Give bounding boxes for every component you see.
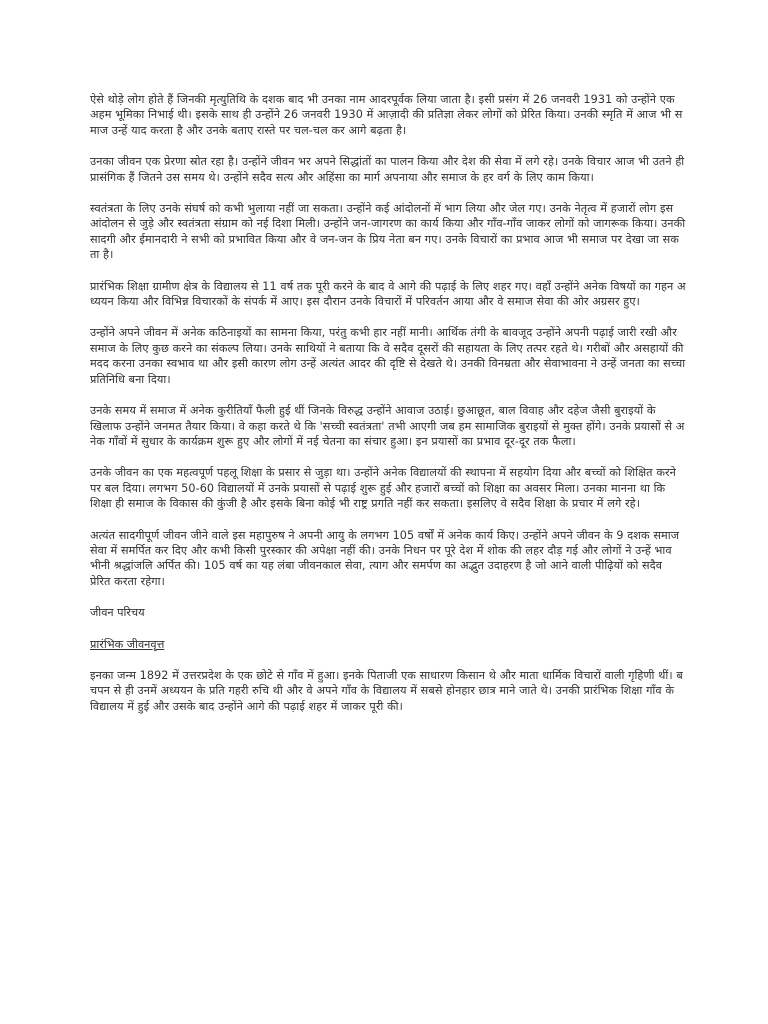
body-paragraph-5: उन्होंने अपने जीवन में अनेक कठिनाइयों का सामना किया, परंतु कभी हार नहीं मानी। आर्थिक तंगी के बावजूद उन्होंने अपनी पढ़ाई जारी रखी और समाज के लिए कुछ करने का संकल्प लिया। उनके साथियों ने बताया कि वे सदैव दूसरों की सहायता के लिए तत्पर रहते थे। गरीबों और असहायों की मदद करना उनका स्वभाव था और इसी कारण लोग उन्हें अत्यंत आदर की दृष्टि से देखते थे। उनकी विनम्रता और सेवाभावना ने उन्हें जनता का सच्चा प्रतिनिधि बना दिया। xyxy=(90,326,686,386)
final-paragraph: इनका जन्म 1892 में उत्तरप्रदेश के एक छोटे से गाँव में हुआ। इनके पिताजी एक साधारण किसान थे और माता धार्मिक विचारों वाली गृहिणी थीं। बचपन से ही उनमें अध्ययन के प्रति गहरी रुचि थी और वे अपने गाँव के विद्यालय में सबसे होनहार छात्र माने जाते थे। उनकी प्रारंभिक शिक्षा गाँव के विद्यालय में हुई और उसके बाद उन्होंने आगे की पढ़ाई शहर में जाकर पूरी की। xyxy=(90,668,683,713)
body-paragraph-8: अत्यंत सादगीपूर्ण जीवन जीने वाले इस महापुरुष ने अपनी आयु के लगभग 105 वर्षों में अनेक कार्य किए। उन्होंने अपने जीवन के 9 दशक समाज सेवा में समर्पित कर दिए और कभी किसी पुरस्कार की अपेक्षा नहीं की। उनके निधन पर पूरे देश में शोक की लहर दौड़ गई और लोगों ने उन्हें भावभीनी श्रद्धांजलि अर्पित की। 105 वर्ष का यह लंबा जीवनकाल सेवा, त्याग और समर्पण का अद्भुत उदाहरण है जो आने वाली पीढ़ियों को सदैव प्रेरित करता रहेगा। xyxy=(90,528,680,588)
body-paragraph-7: उनके जीवन का एक महत्वपूर्ण पहलू शिक्षा के प्रसार से जुड़ा था। उन्होंने अनेक विद्यालयों की स्थापना में सहयोग दिया और बच्चों को शिक्षित करने पर बल दिया। लगभग 50-60 विद्यालयों में उनके प्रयासों से पढ़ाई शुरू हुई और हजारों बच्चों को शिक्षा का अवसर मिला। उनका मानना था कि शिक्षा ही समाज के विकास की कुंजी है और इसके बिना कोई भी राष्ट्र प्रगति नहीं कर सकता। इसलिए वे सदैव शिक्षा के प्रचार में लगे रहे। xyxy=(90,466,676,511)
subsection-heading: प्रारंभिक जीवनवृत्त xyxy=(90,637,165,651)
body-paragraph-3: स्वतंत्रता के लिए उनके संघर्ष को कभी भुलाया नहीं जा सकता। उन्होंने कई आंदोलनों में भाग लिया और जेल गए। उनके नेतृत्व में हजारों लोग इस आंदोलन से जुड़े और स्वतंत्रता संग्राम को नई दिशा मिली। उन्होंने जन-जागरण का कार्य किया और गाँव-गाँव जाकर लोगों को जागरूक किया। उनकी सादगी और ईमानदारी ने सभी को प्रभावित किया और वे जन-जन के प्रिय नेता बन गए। उनके विचारों का प्रभाव आज भी समाज पर देखा जा सकता है। xyxy=(90,202,686,262)
body-paragraph-4: प्रारंभिक शिक्षा ग्रामीण क्षेत्र के विद्यालय से 11 वर्ष तक पूरी करने के बाद वे आगे की पढ़ाई के लिए शहर गए। वहाँ उन्होंने अनेक विषयों का गहन अध्ययन किया और विभिन्न विचारकों के संपर्क में आए। इस दौरान उनके विचारों में परिवर्तन आया और वे समाज सेवा की ओर अग्रसर हुए। xyxy=(90,279,686,309)
section-heading: जीवन परिचय xyxy=(90,606,145,620)
body-paragraph-2: उनका जीवन एक प्रेरणा स्रोत रहा है। उन्होंने जीवन भर अपने सिद्धांतों का पालन किया और देश की सेवा में लगे रहे। उनके विचार आज भी उतने ही प्रासंगिक हैं जितने उस समय थे। उन्होंने सदैव सत्य और अहिंसा का मार्ग अपनाया और समाज के हर वर्ग के लिए काम किया। xyxy=(90,155,685,184)
body-paragraph-1: ऐसे थोड़े लोग होते हैं जिनकी मृत्युतिथि के दशक बाद भी उनका नाम आदरपूर्वक लिया जाता है। इसी प्रसंग में 26 जनवरी 1931 को उन्होंने एक अहम भूमिका निभाई थी। इसके साथ ही उन्होंने 26 जनवरी 1930 में आज़ादी की प्रतिज्ञा लेकर लोगों को प्रेरित किया। उनकी स्मृति में आज भी समाज उन्हें याद करता है और उनके बताए रास्ते पर चल-चल कर आगे बढ़ता है। xyxy=(90,93,683,137)
body-paragraph-6: उनके समय में समाज में अनेक कुरीतियाँ फैली हुई थीं जिनके विरुद्ध उन्होंने आवाज उठाई। छुआछूत, बाल विवाह और दहेज जैसी बुराइयों के खिलाफ उन्होंने जनमत तैयार किया। वे कहा करते थे कि 'सच्ची स्वतंत्रता' तभी आएगी जब हम सामाजिक बुराइयों से मुक्त होंगे। उनके प्रयासों से अनेक गाँवों में सुधार के कार्यक्रम शुरू हुए और लोगों में नई चेतना का संचार हुआ। इन प्रयासों का प्रभाव दूर-दूर तक फैला। xyxy=(90,404,685,448)
